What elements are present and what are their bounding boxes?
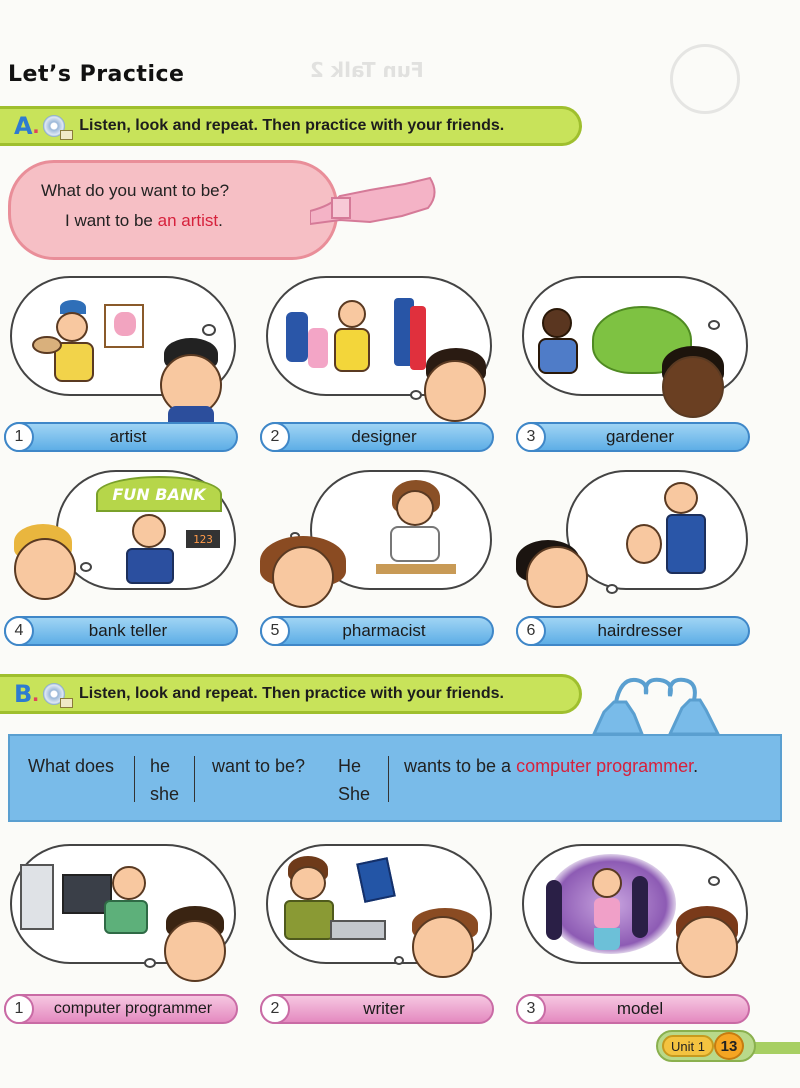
card-computer-programmer <box>4 840 244 1030</box>
boy-face <box>412 916 474 978</box>
boy-face <box>164 920 226 982</box>
ghost-text: Fun Talk 2 <box>310 58 424 82</box>
number-badge: 3 <box>516 994 546 1024</box>
teller-face <box>132 514 166 548</box>
card-model <box>516 840 756 1030</box>
painting-icon <box>114 312 136 336</box>
label-computer-programmer <box>4 994 238 1024</box>
girl-face <box>676 916 738 978</box>
label-text: writer <box>363 999 405 1018</box>
pattern-what-does: What does <box>28 756 115 776</box>
computer-tower-icon <box>20 864 54 930</box>
label-model <box>516 994 750 1024</box>
number-badge: 2 <box>260 422 290 452</box>
dress-icon <box>308 328 328 368</box>
model-top <box>594 898 620 928</box>
pharmacist-face <box>396 490 434 526</box>
palette-icon <box>32 336 62 354</box>
cloud-puff <box>394 956 404 965</box>
girl-face <box>526 546 588 608</box>
number-badge: 2 <box>260 994 290 1024</box>
divider <box>134 756 135 802</box>
speech-answer-highlight: an artist <box>157 211 219 230</box>
label-designer <box>260 422 494 452</box>
programmer-face <box>112 866 146 900</box>
cloud-puff <box>410 390 422 400</box>
cloud-puff <box>202 324 216 336</box>
pattern-answer: wants to be a computer programmer. <box>404 756 699 776</box>
pattern-pronoun-she: she <box>150 784 180 804</box>
label-text: hairdresser <box>597 621 683 640</box>
label-text: model <box>616 999 664 1018</box>
speech-question: What do you want to be? <box>41 181 230 200</box>
section-dot: . <box>32 680 39 707</box>
silhouette-icon <box>632 876 648 938</box>
writer-body <box>284 900 334 940</box>
cd-audio-icon[interactable] <box>43 115 65 137</box>
girl-face <box>424 360 486 422</box>
page-badge <box>656 1030 756 1062</box>
section-b-header <box>0 674 582 714</box>
counter-display: 123 <box>186 530 220 548</box>
number-badge: 6 <box>516 616 546 646</box>
mannequin-icon <box>286 312 308 362</box>
label-writer <box>260 994 494 1024</box>
pattern-subject-he: He <box>338 756 362 776</box>
card-designer <box>260 272 500 457</box>
card-gardener <box>516 272 756 457</box>
counter-table <box>376 564 456 574</box>
label-pharmacist <box>260 616 494 646</box>
cloud-puff <box>708 876 720 886</box>
girl-face <box>662 356 724 418</box>
label-artist <box>4 422 238 452</box>
boy-face <box>14 538 76 600</box>
section-a-header <box>0 106 582 146</box>
programmer-body <box>104 900 148 934</box>
cd-audio-icon[interactable] <box>43 683 65 705</box>
unit-label: Unit 1 <box>662 1035 714 1057</box>
speech-answer: I want to be an artist. <box>65 211 223 230</box>
ghost-circle <box>670 44 740 114</box>
girl-face <box>272 546 334 608</box>
hairdresser-body <box>666 514 706 574</box>
lab-coat <box>390 526 440 562</box>
silhouette-icon <box>546 880 562 940</box>
speech-bubble <box>8 160 338 260</box>
page-number: 13 <box>714 1032 744 1060</box>
pattern-want-to-be: want to be? <box>212 756 306 776</box>
fabric-roll-icon <box>410 306 426 370</box>
divider <box>388 756 389 802</box>
paint-tube-icon <box>310 176 440 231</box>
number-badge: 5 <box>260 616 290 646</box>
model-shorts <box>594 928 620 950</box>
customer-face <box>626 524 662 564</box>
label-bank-teller <box>4 616 238 646</box>
label-gardener <box>516 422 750 452</box>
card-pharmacist <box>260 466 500 651</box>
label-text: computer programmer <box>53 1000 213 1017</box>
label-text: gardener <box>605 427 675 446</box>
page-title: Let’s Practice <box>8 62 185 87</box>
hairdresser-face <box>664 482 698 514</box>
cloud-puff <box>80 562 92 572</box>
writer-face <box>290 866 326 900</box>
number-badge: 4 <box>4 616 34 646</box>
section-a-letter: A <box>14 112 33 140</box>
label-text: pharmacist <box>342 621 426 640</box>
pattern-answer-highlight: computer programmer <box>516 756 694 776</box>
sentence-pattern-box <box>8 734 782 822</box>
cloud-puff <box>708 320 720 330</box>
gardener-face <box>542 308 572 338</box>
card-artist <box>4 272 244 457</box>
label-text: artist <box>109 427 147 446</box>
gardener-body <box>538 338 578 374</box>
card-bank-teller <box>4 466 244 651</box>
cloud-puff <box>606 584 618 594</box>
cloud-puff <box>144 958 156 968</box>
card-writer <box>260 840 500 1030</box>
painter-face <box>56 312 88 342</box>
section-b-instruction: Listen, look and repeat. Then practice with your friends. <box>78 685 504 702</box>
designer-face <box>338 300 366 328</box>
designer-body <box>334 328 370 372</box>
number-badge: 3 <box>516 422 546 452</box>
fun-bank-sign: FUN BANK <box>96 476 222 512</box>
model-face <box>592 868 622 898</box>
divider <box>194 756 195 802</box>
laptop-icon <box>330 920 386 940</box>
pattern-pronoun-he: he <box>150 756 171 776</box>
number-badge: 1 <box>4 994 34 1024</box>
teller-body <box>126 548 174 584</box>
section-dot: . <box>32 112 40 139</box>
pattern-subject-she: She <box>338 784 371 804</box>
card-hairdresser <box>516 466 756 651</box>
label-text: bank teller <box>88 621 168 640</box>
section-b-letter: B <box>14 680 33 708</box>
section-a-instruction: Listen, look and repeat. Then practice with your friends. <box>79 117 505 134</box>
label-hairdresser <box>516 616 750 646</box>
number-badge: 1 <box>4 422 34 452</box>
label-text: designer <box>351 427 417 446</box>
